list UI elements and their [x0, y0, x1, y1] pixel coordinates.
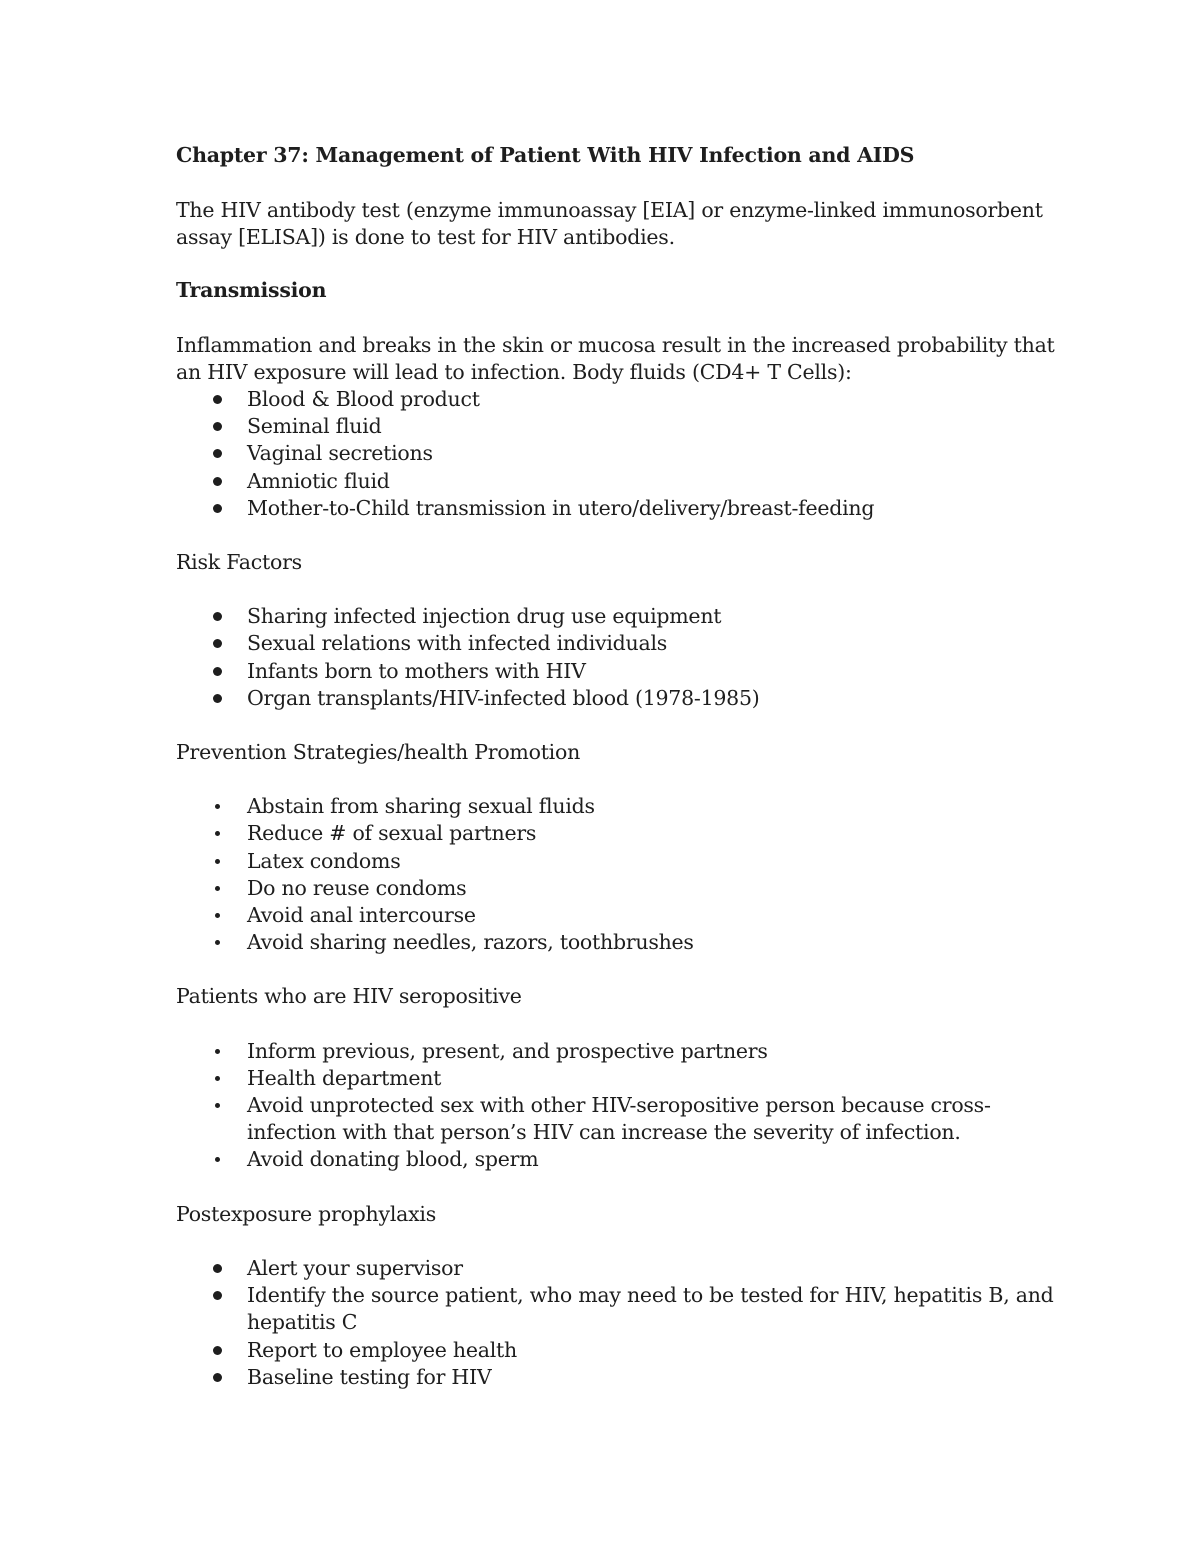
bullet-icon	[213, 395, 222, 404]
transmission-heading: Transmission	[176, 278, 327, 303]
bullet-icon	[213, 504, 222, 513]
list-item: Vaginal secretions	[176, 440, 1056, 467]
transmission-list	[176, 386, 1056, 522]
list-item: Baseline testing for HIV	[176, 1364, 1056, 1391]
prevention-heading: Prevention Strategies/health Promotion	[176, 740, 581, 765]
bullet-icon	[213, 612, 222, 621]
bullet-icon	[213, 1373, 222, 1382]
list-item: Abstain from sharing sexual fluids	[176, 793, 1056, 820]
risk-factors-list	[176, 603, 1056, 712]
seropositive-list	[176, 1038, 1056, 1174]
list-item: Infants born to mothers with HIV	[176, 658, 1056, 685]
list-item: Health department	[176, 1065, 1056, 1092]
transmission-paragraph: Inflammation and breaks in the skin or mucosa result in the increased probability that an HIV exposure will lead to infection. Body fluids (CD4+ T Cells):	[176, 332, 1055, 384]
list-item: Avoid sharing needles, razors, toothbrushes	[176, 929, 1056, 956]
bullet-icon	[213, 1346, 222, 1355]
small-bullet-icon	[215, 804, 220, 809]
list-item: Identify the source patient, who may need to be tested for HIV, hepatitis B, and hepatitis C	[176, 1282, 1056, 1336]
postexposure-heading: Postexposure prophylaxis	[176, 1201, 436, 1226]
risk-factors-heading: Risk Factors	[176, 550, 302, 575]
small-bullet-icon	[215, 1076, 220, 1081]
list-item: Avoid donating blood, sperm	[176, 1146, 1056, 1173]
list-item: Report to employee health	[176, 1337, 1056, 1364]
bullet-icon	[213, 639, 222, 648]
bullet-icon	[213, 1264, 222, 1273]
list-item: Blood & Blood product	[176, 386, 1056, 413]
seropositive-heading: Patients who are HIV seropositive	[176, 984, 522, 1009]
small-bullet-icon	[215, 940, 220, 945]
list-item: Reduce # of sexual partners	[176, 820, 1056, 847]
bullet-icon	[213, 694, 222, 703]
list-item: Avoid anal intercourse	[176, 902, 1056, 929]
list-item: Mother-to-Child transmission in utero/delivery/breast-feeding	[176, 495, 1056, 522]
small-bullet-icon	[215, 1103, 220, 1108]
small-bullet-icon	[215, 859, 220, 864]
small-bullet-icon	[215, 886, 220, 891]
postexposure-list	[176, 1255, 1056, 1391]
list-item: Alert your supervisor	[176, 1255, 1056, 1282]
list-item: Avoid unprotected sex with other HIV-seropositive person because cross-infection with that person’s HIV can increase the severity of infection.	[176, 1092, 1056, 1146]
intro-paragraph: The HIV antibody test (enzyme immunoassay [EIA] or enzyme-linked immunosorbent assay [ELISA]) is done to test for HIV antibodies.	[176, 198, 1043, 250]
small-bullet-icon	[215, 831, 220, 836]
list-item: Sharing infected injection drug use equipment	[176, 603, 1056, 630]
list-item: Sexual relations with infected individuals	[176, 630, 1056, 657]
list-item: Amniotic fluid	[176, 468, 1056, 495]
document-title: Chapter 37: Management of Patient With HIV Infection and AIDS	[176, 143, 915, 167]
list-item: Seminal fluid	[176, 413, 1056, 440]
bullet-icon	[213, 667, 222, 676]
document-page	[176, 142, 1056, 1391]
list-item: Organ transplants/HIV-infected blood (1978-1985)	[176, 685, 1056, 712]
small-bullet-icon	[215, 913, 220, 918]
bullet-icon	[213, 449, 222, 458]
bullet-icon	[213, 477, 222, 486]
bullet-icon	[213, 1291, 222, 1300]
prevention-list	[176, 793, 1056, 956]
bullet-icon	[213, 422, 222, 431]
list-item: Inform previous, present, and prospective partners	[176, 1038, 1056, 1065]
small-bullet-icon	[215, 1157, 220, 1162]
list-item: Do no reuse condoms	[176, 875, 1056, 902]
list-item: Latex condoms	[176, 848, 1056, 875]
small-bullet-icon	[215, 1049, 220, 1054]
